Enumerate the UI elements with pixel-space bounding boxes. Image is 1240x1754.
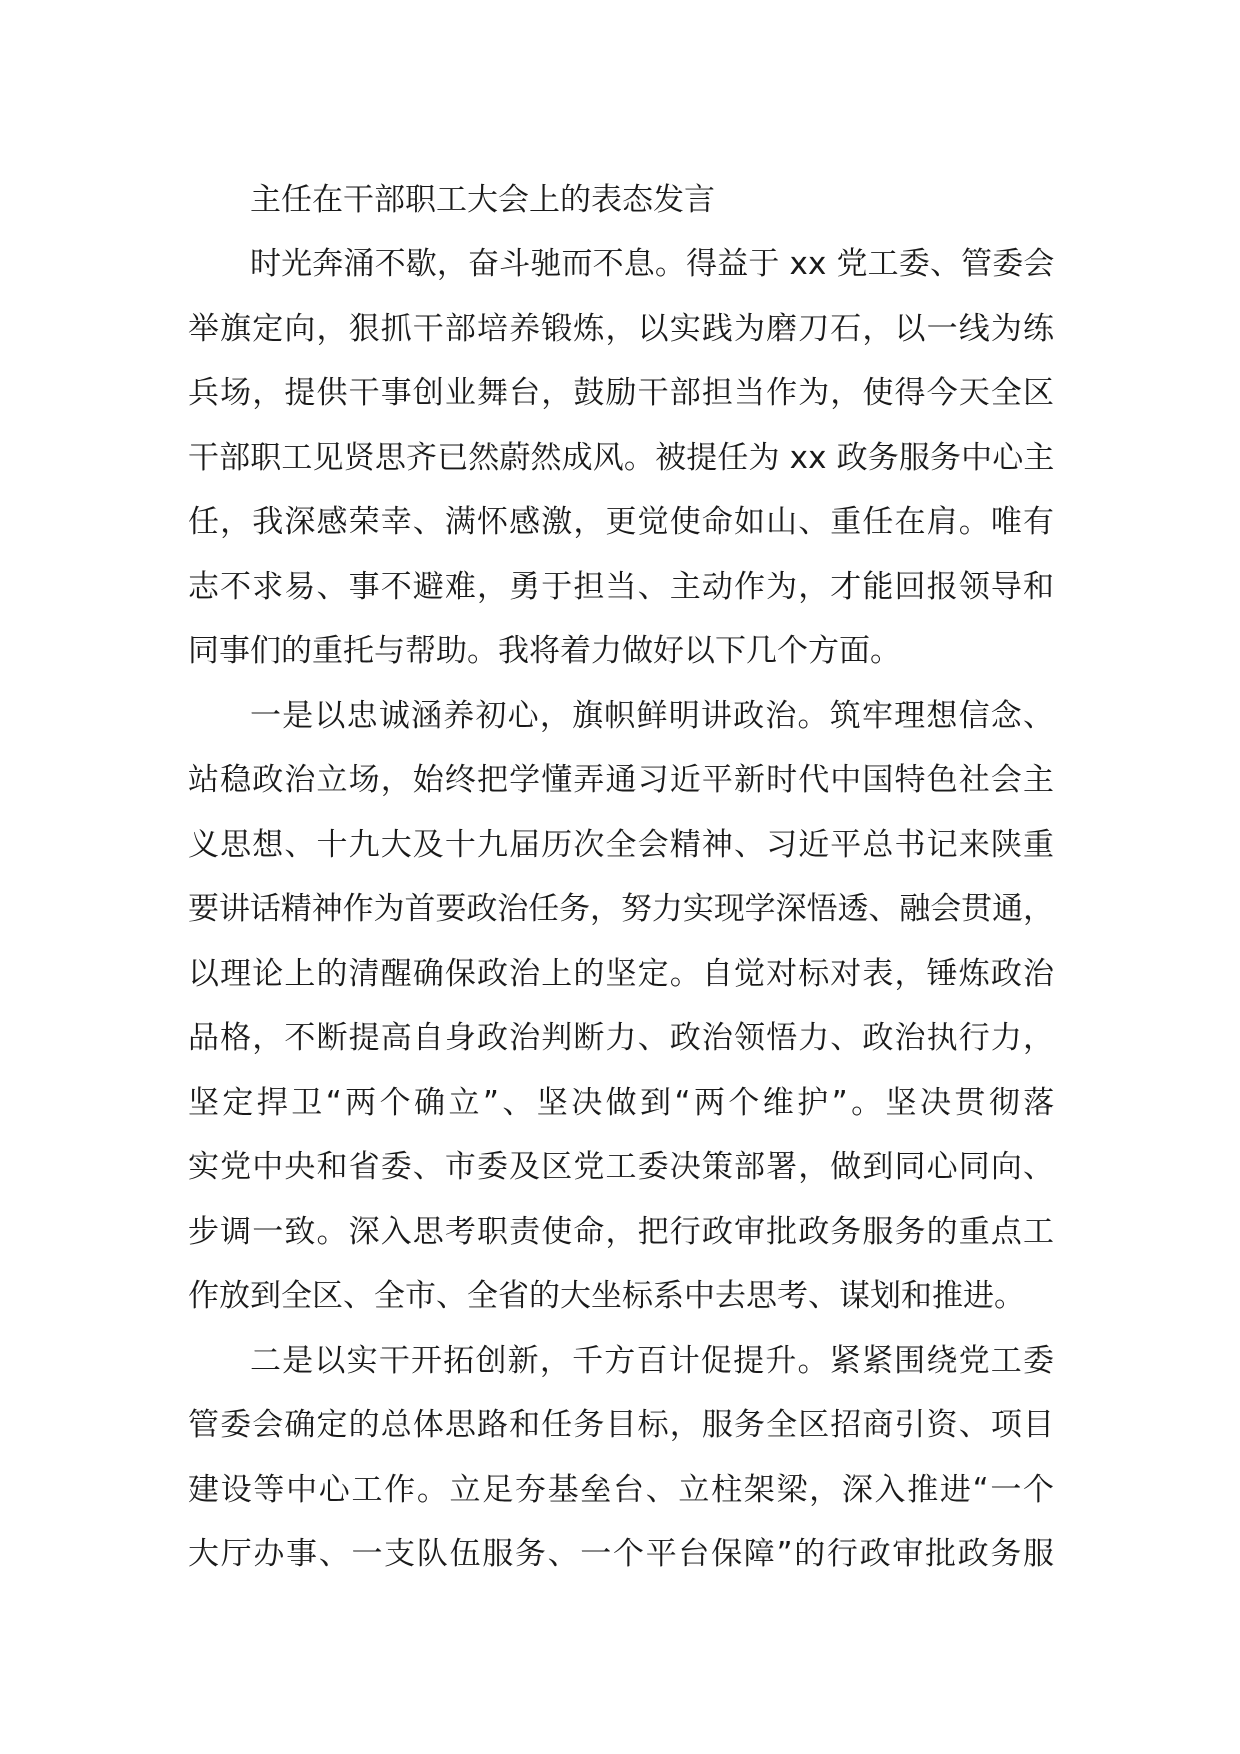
- body-line: 建设等中心工作。立足夯基垒台、立柱架梁，深入推进“一个: [188, 1471, 1056, 1508]
- body-line: 同事们的重托与帮助。我将着力做好以下几个方面。: [188, 633, 901, 669]
- document-title: 主任在干部职工大会上的表态发言: [250, 182, 715, 218]
- body-line: 干部职工见贤思齐已然蔚然成风。被提任为 xx 政务服务中心主: [188, 439, 1055, 476]
- body-line: 站稳政治立场，始终把学懂弄通习近平新时代中国特色社会主: [188, 762, 1056, 798]
- body-line: 一是以忠诚涵养初心，旗帜鲜明讲政治。筑牢理想信念、: [250, 697, 1056, 734]
- body-line: 作放到全区、全市、全省的大坐标系中去思考、谋划和推进。: [188, 1278, 1025, 1314]
- body-line: 义思想、十九大及十九届历次全会精神、习近平总书记来陕重: [188, 826, 1056, 863]
- body-line: 志不求易、事不避难，勇于担当、主动作为，才能回报领导和: [188, 568, 1056, 605]
- body-line: 步调一致。深入思考职责使命，把行政审批政务服务的重点工: [188, 1213, 1056, 1250]
- body-line: 大厅办事、一支队伍服务、一个平台保障”的行政审批政务服: [188, 1536, 1056, 1572]
- body-line: 任，我深感荣幸、满怀感激，更觉使命如山、重任在肩。唯有: [188, 504, 1056, 540]
- body-line: 管委会确定的总体思路和任务目标，服务全区招商引资、项目: [188, 1407, 1056, 1443]
- body-line: 要讲话精神作为首要政治任务，努力实现学深悟透、融会贯通，: [188, 891, 1054, 927]
- body-line: 品格，不断提高自身政治判断力、政治领悟力、政治执行力，: [188, 1020, 1056, 1056]
- body-line: 二是以实干开拓创新，千方百计促提升。紧紧围绕党工委: [250, 1342, 1056, 1379]
- body-line: 兵场，提供干事创业舞台，鼓励干部担当作为，使得今天全区: [188, 375, 1056, 411]
- body-line: 举旗定向，狠抓干部培养锻炼，以实践为磨刀石，以一线为练: [188, 310, 1056, 347]
- body-line: 以理论上的清醒确保政治上的坚定。自觉对标对表，锤炼政治: [188, 955, 1056, 992]
- body-line: 坚定捍卫“两个确立”、坚决做到“两个维护”。坚决贯彻落: [188, 1084, 1058, 1121]
- body-line: 实党中央和省委、市委及区党工委决策部署，做到同心同向、: [188, 1149, 1056, 1185]
- body-line: 时光奔涌不歇，奋斗驰而不息。得益于 xx 党工委、管委会: [250, 246, 1055, 282]
